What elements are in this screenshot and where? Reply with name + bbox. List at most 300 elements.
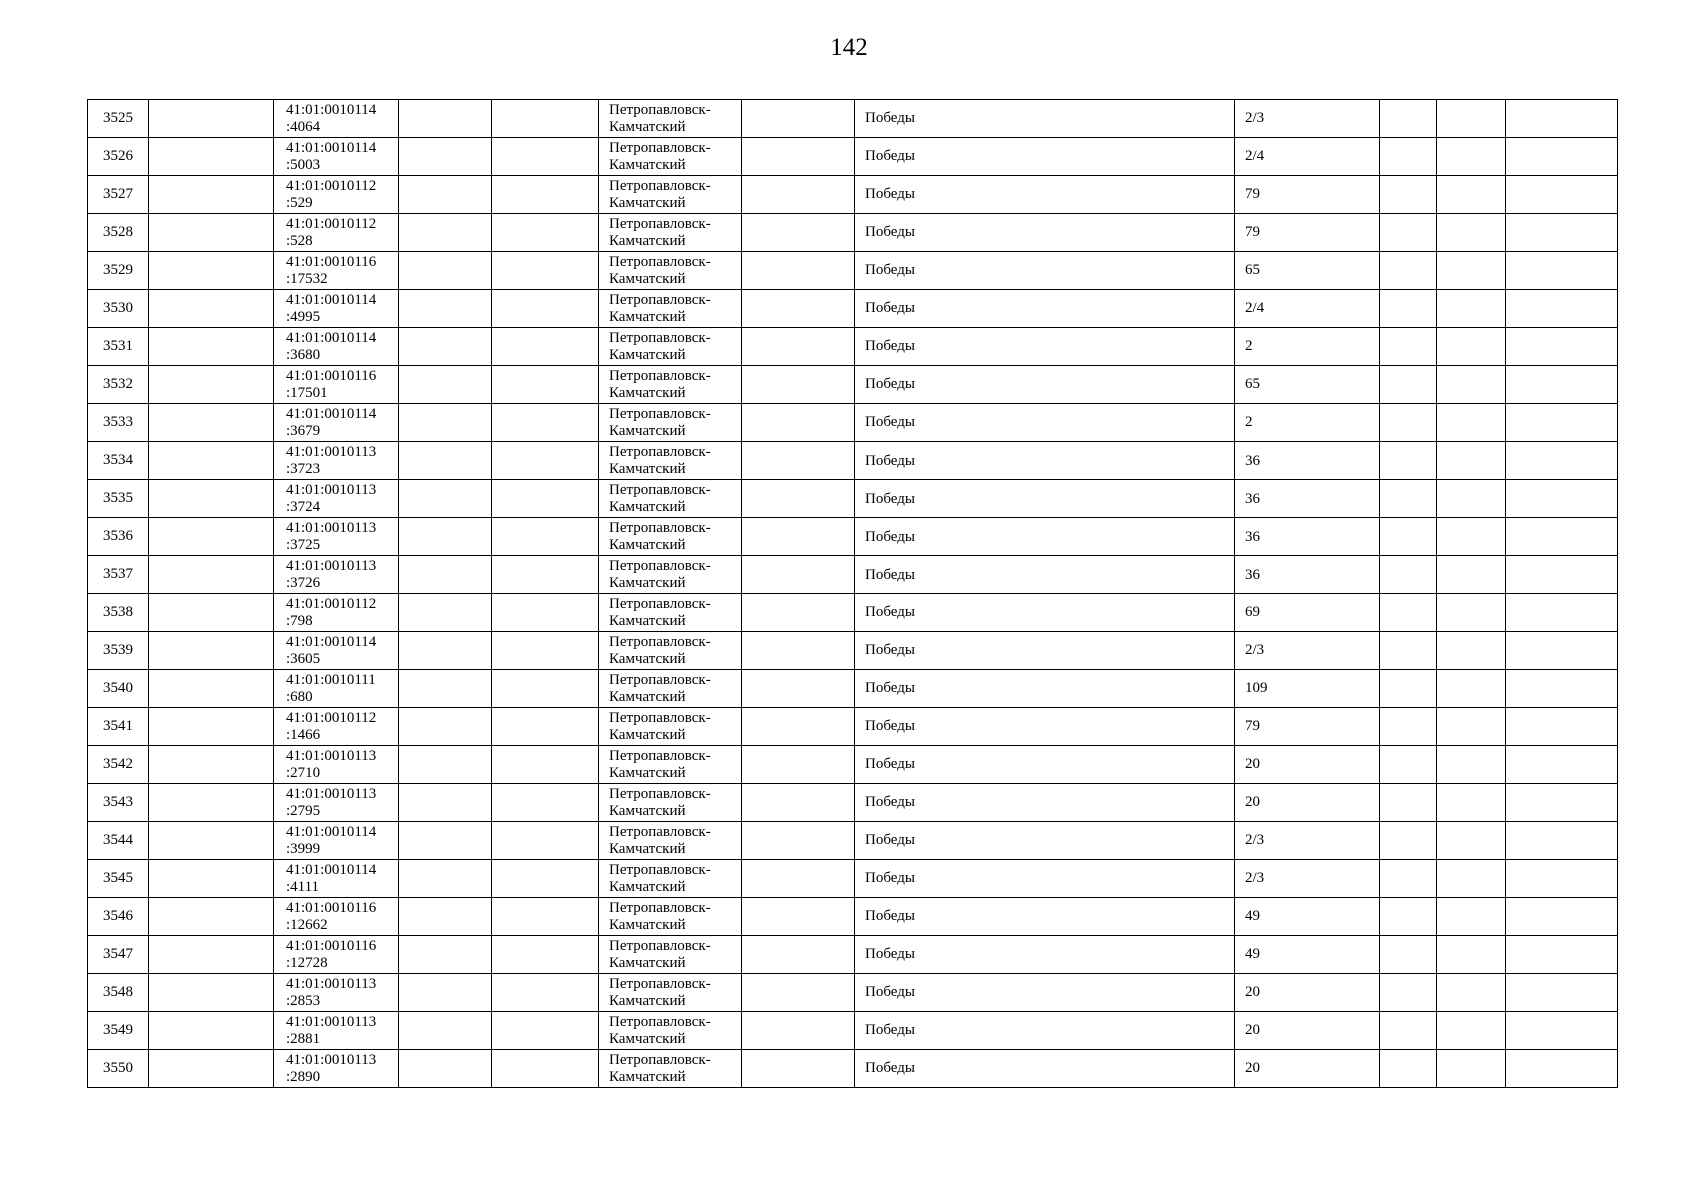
street-name: Победы	[865, 529, 915, 545]
empty-cell	[399, 404, 492, 442]
empty-cell	[742, 176, 855, 214]
empty-cell	[399, 708, 492, 746]
cadastral-number-cell	[274, 176, 399, 214]
empty-cell	[1437, 1012, 1506, 1050]
empty-cell	[492, 708, 599, 746]
empty-cell	[1380, 328, 1437, 366]
house-cell	[1235, 746, 1380, 784]
table-row	[88, 556, 1618, 594]
street-name: Победы	[865, 832, 915, 848]
city-cell	[599, 746, 742, 784]
street-name: Победы	[865, 946, 915, 962]
row-number-cell	[88, 176, 149, 214]
cadastral-number-line1: 41:01:0010112	[286, 177, 377, 194]
empty-cell	[1437, 594, 1506, 632]
empty-cell	[492, 898, 599, 936]
row-number: 3539	[103, 642, 133, 658]
city-line2: Камчатский	[609, 460, 686, 477]
cadastral-number-cell	[274, 366, 399, 404]
city-line2: Камчатский	[609, 1068, 686, 1085]
street-name: Победы	[865, 567, 915, 583]
house-cell	[1235, 1012, 1380, 1050]
city-line2: Камчатский	[609, 498, 686, 515]
street-cell	[855, 670, 1235, 708]
empty-cell	[742, 252, 855, 290]
empty-cell	[1437, 176, 1506, 214]
empty-cell	[492, 176, 599, 214]
house-number: 2/4	[1245, 148, 1265, 164]
house-cell	[1235, 898, 1380, 936]
empty-cell	[149, 936, 274, 974]
city-line2: Камчатский	[609, 270, 686, 287]
empty-cell	[492, 746, 599, 784]
table-row	[88, 822, 1618, 860]
cadastral-number-cell	[274, 138, 399, 176]
city-line2: Камчатский	[609, 954, 686, 971]
empty-cell	[1506, 708, 1618, 746]
city-line2: Камчатский	[609, 232, 686, 249]
street-name: Победы	[865, 110, 915, 126]
cadastral-number-line2: :5003	[286, 156, 321, 173]
house-cell	[1235, 974, 1380, 1012]
empty-cell	[492, 784, 599, 822]
city-cell	[599, 138, 742, 176]
table-row	[88, 974, 1618, 1012]
cadastral-number-line2: :3605	[286, 650, 321, 667]
row-number-cell	[88, 328, 149, 366]
empty-cell	[492, 442, 599, 480]
empty-cell	[1437, 1050, 1506, 1088]
house-cell	[1235, 518, 1380, 556]
empty-cell	[742, 784, 855, 822]
empty-cell	[149, 1050, 274, 1088]
city-cell	[599, 366, 742, 404]
house-cell	[1235, 100, 1380, 138]
city-line1: Петропавловск-	[609, 329, 711, 346]
cadastral-number-cell	[274, 442, 399, 480]
empty-cell	[149, 138, 274, 176]
empty-cell	[399, 214, 492, 252]
cadastral-number-line1: 41:01:0010116	[286, 937, 377, 954]
city-line1: Петропавловск-	[609, 101, 711, 118]
empty-cell	[1506, 480, 1618, 518]
street-name: Победы	[865, 338, 915, 354]
city-line1: Петропавловск-	[609, 557, 711, 574]
empty-cell	[1506, 214, 1618, 252]
row-number-cell	[88, 100, 149, 138]
cadastral-number-cell	[274, 252, 399, 290]
city-cell	[599, 936, 742, 974]
cadastral-number-line1: 41:01:0010113	[286, 1013, 377, 1030]
city-line1: Петропавловск-	[609, 443, 711, 460]
city-line1: Петропавловск-	[609, 291, 711, 308]
street-cell	[855, 974, 1235, 1012]
empty-cell	[1380, 290, 1437, 328]
empty-cell	[1380, 746, 1437, 784]
house-cell	[1235, 214, 1380, 252]
row-number-cell	[88, 898, 149, 936]
cadastral-number-line2: :3999	[286, 840, 321, 857]
empty-cell	[1380, 214, 1437, 252]
street-cell	[855, 138, 1235, 176]
empty-cell	[149, 290, 274, 328]
cadastral-number-cell	[274, 822, 399, 860]
empty-cell	[1506, 100, 1618, 138]
empty-cell	[492, 632, 599, 670]
house-number: 20	[1245, 1022, 1260, 1038]
empty-cell	[1437, 252, 1506, 290]
empty-cell	[1380, 670, 1437, 708]
city-line2: Камчатский	[609, 688, 686, 705]
table-row	[88, 632, 1618, 670]
house-number: 36	[1245, 567, 1260, 583]
empty-cell	[1380, 860, 1437, 898]
empty-cell	[742, 860, 855, 898]
row-number-cell	[88, 936, 149, 974]
cadastral-number-line2: :680	[286, 688, 313, 705]
house-cell	[1235, 328, 1380, 366]
city-line2: Камчатский	[609, 118, 686, 135]
street-name: Победы	[865, 186, 915, 202]
house-number: 79	[1245, 718, 1260, 734]
cadastral-number-line2: :12662	[286, 916, 328, 933]
empty-cell	[1506, 252, 1618, 290]
city-line2: Камчатский	[609, 422, 686, 439]
cadastral-number-line2: :2710	[286, 764, 321, 781]
house-number: 65	[1245, 262, 1260, 278]
street-cell	[855, 480, 1235, 518]
house-cell	[1235, 594, 1380, 632]
row-number: 3525	[103, 110, 133, 126]
table-row	[88, 290, 1618, 328]
empty-cell	[1437, 822, 1506, 860]
empty-cell	[1437, 442, 1506, 480]
cadastral-number-line2: :3726	[286, 574, 321, 591]
street-name: Победы	[865, 756, 915, 772]
city-line1: Петропавловск-	[609, 481, 711, 498]
street-name: Победы	[865, 1060, 915, 1076]
city-line2: Камчатский	[609, 536, 686, 553]
street-name: Победы	[865, 453, 915, 469]
house-number: 65	[1245, 376, 1260, 392]
table-row	[88, 366, 1618, 404]
empty-cell	[742, 100, 855, 138]
city-line2: Камчатский	[609, 878, 686, 895]
empty-cell	[492, 328, 599, 366]
house-cell	[1235, 176, 1380, 214]
street-name: Победы	[865, 870, 915, 886]
street-cell	[855, 518, 1235, 556]
empty-cell	[1506, 594, 1618, 632]
city-line1: Петропавловск-	[609, 633, 711, 650]
empty-cell	[742, 746, 855, 784]
city-cell	[599, 214, 742, 252]
street-name: Победы	[865, 300, 915, 316]
empty-cell	[149, 480, 274, 518]
table-row	[88, 480, 1618, 518]
street-name: Победы	[865, 680, 915, 696]
empty-cell	[1437, 898, 1506, 936]
row-number-cell	[88, 670, 149, 708]
street-cell	[855, 100, 1235, 138]
house-number: 79	[1245, 224, 1260, 240]
street-name: Победы	[865, 491, 915, 507]
cadastral-number-line1: 41:01:0010114	[286, 405, 377, 422]
cadastral-number-line2: :1466	[286, 726, 321, 743]
row-number-cell	[88, 556, 149, 594]
house-cell	[1235, 784, 1380, 822]
empty-cell	[1380, 822, 1437, 860]
row-number-cell	[88, 366, 149, 404]
street-cell	[855, 1050, 1235, 1088]
cadastral-number-line1: 41:01:0010114	[286, 861, 377, 878]
empty-cell	[399, 252, 492, 290]
empty-cell	[399, 822, 492, 860]
house-number: 2/3	[1245, 110, 1265, 126]
house-number: 20	[1245, 1060, 1260, 1076]
city-line1: Петропавловск-	[609, 519, 711, 536]
house-cell	[1235, 290, 1380, 328]
street-name: Победы	[865, 794, 915, 810]
city-cell	[599, 252, 742, 290]
empty-cell	[1380, 594, 1437, 632]
cadastral-number-cell	[274, 1050, 399, 1088]
city-line1: Петропавловск-	[609, 1051, 711, 1068]
cadastral-number-line2: :3679	[286, 422, 321, 439]
empty-cell	[492, 860, 599, 898]
row-number: 3531	[103, 338, 133, 354]
empty-cell	[399, 480, 492, 518]
row-number: 3533	[103, 414, 133, 430]
cadastral-number-cell	[274, 556, 399, 594]
table-row	[88, 746, 1618, 784]
cadastral-number-line2: :4064	[286, 118, 321, 135]
row-number: 3532	[103, 376, 133, 392]
city-cell	[599, 556, 742, 594]
empty-cell	[742, 708, 855, 746]
cadastral-number-line2: :798	[286, 612, 313, 629]
empty-cell	[492, 290, 599, 328]
row-number: 3548	[103, 984, 133, 1000]
house-number: 36	[1245, 529, 1260, 545]
table-row	[88, 1012, 1618, 1050]
city-cell	[599, 328, 742, 366]
city-line1: Петропавловск-	[609, 177, 711, 194]
row-number-cell	[88, 480, 149, 518]
house-cell	[1235, 480, 1380, 518]
street-name: Победы	[865, 224, 915, 240]
cadastral-number-line1: 41:01:0010114	[286, 633, 377, 650]
row-number: 3528	[103, 224, 133, 240]
city-line1: Петропавловск-	[609, 937, 711, 954]
house-cell	[1235, 442, 1380, 480]
house-cell	[1235, 632, 1380, 670]
cadastral-number-line1: 41:01:0010112	[286, 215, 377, 232]
street-cell	[855, 252, 1235, 290]
street-cell	[855, 594, 1235, 632]
empty-cell	[399, 176, 492, 214]
empty-cell	[1437, 328, 1506, 366]
row-number-cell	[88, 708, 149, 746]
empty-cell	[149, 898, 274, 936]
empty-cell	[1437, 860, 1506, 898]
city-line2: Камчатский	[609, 612, 686, 629]
city-cell	[599, 176, 742, 214]
cadastral-number-line2: :2890	[286, 1068, 321, 1085]
empty-cell	[399, 138, 492, 176]
empty-cell	[399, 746, 492, 784]
empty-cell	[742, 480, 855, 518]
cadastral-number-line2: :3725	[286, 536, 321, 553]
empty-cell	[1380, 100, 1437, 138]
row-number-cell	[88, 746, 149, 784]
empty-cell	[149, 252, 274, 290]
empty-cell	[149, 708, 274, 746]
empty-cell	[1437, 214, 1506, 252]
page-number: 142	[830, 34, 868, 61]
empty-cell	[1506, 784, 1618, 822]
house-number: 2	[1245, 414, 1253, 430]
street-name: Победы	[865, 908, 915, 924]
row-number-cell	[88, 518, 149, 556]
cadastral-number-line2: :4995	[286, 308, 321, 325]
city-cell	[599, 632, 742, 670]
empty-cell	[492, 1050, 599, 1088]
city-line2: Камчатский	[609, 574, 686, 591]
city-cell	[599, 898, 742, 936]
empty-cell	[399, 632, 492, 670]
city-line1: Петропавловск-	[609, 861, 711, 878]
cadastral-number-cell	[274, 784, 399, 822]
cadastral-number-line2: :2795	[286, 802, 321, 819]
table-row	[88, 860, 1618, 898]
cadastral-number-line1: 41:01:0010113	[286, 443, 377, 460]
house-cell	[1235, 860, 1380, 898]
cadastral-number-line1: 41:01:0010112	[286, 709, 377, 726]
city-line2: Камчатский	[609, 726, 686, 743]
empty-cell	[1437, 556, 1506, 594]
city-cell	[599, 822, 742, 860]
empty-cell	[1437, 100, 1506, 138]
empty-cell	[1506, 138, 1618, 176]
empty-cell	[492, 404, 599, 442]
cadastral-number-line1: 41:01:0010114	[286, 139, 377, 156]
city-line1: Петропавловск-	[609, 595, 711, 612]
empty-cell	[742, 594, 855, 632]
cadastral-number-line1: 41:01:0010116	[286, 253, 377, 270]
empty-cell	[492, 138, 599, 176]
street-name: Победы	[865, 148, 915, 164]
cadastral-number-line2: :3680	[286, 346, 321, 363]
street-cell	[855, 328, 1235, 366]
table-row	[88, 518, 1618, 556]
street-name: Победы	[865, 376, 915, 392]
row-number: 3537	[103, 566, 133, 582]
house-cell	[1235, 404, 1380, 442]
empty-cell	[1437, 404, 1506, 442]
cadastral-number-line2: :2853	[286, 992, 321, 1009]
city-line1: Петропавловск-	[609, 253, 711, 270]
empty-cell	[149, 404, 274, 442]
cadastral-number-cell	[274, 670, 399, 708]
empty-cell	[1380, 404, 1437, 442]
cadastral-number-line1: 41:01:0010113	[286, 519, 377, 536]
cadastral-number-cell	[274, 860, 399, 898]
cadastral-number-line2: :3724	[286, 498, 321, 515]
empty-cell	[149, 860, 274, 898]
city-line1: Петропавловск-	[609, 1013, 711, 1030]
empty-cell	[1437, 366, 1506, 404]
empty-cell	[742, 632, 855, 670]
empty-cell	[1506, 974, 1618, 1012]
empty-cell	[742, 442, 855, 480]
row-number: 3529	[103, 262, 133, 278]
row-number: 3526	[103, 148, 133, 164]
empty-cell	[1506, 822, 1618, 860]
street-name: Победы	[865, 1022, 915, 1038]
table-row	[88, 328, 1618, 366]
empty-cell	[399, 898, 492, 936]
cadastral-number-cell	[274, 214, 399, 252]
empty-cell	[1437, 518, 1506, 556]
city-line1: Петропавловск-	[609, 899, 711, 916]
empty-cell	[399, 290, 492, 328]
row-number: 3535	[103, 490, 133, 506]
row-number-cell	[88, 822, 149, 860]
row-number: 3530	[103, 300, 133, 316]
city-line2: Камчатский	[609, 308, 686, 325]
empty-cell	[1506, 670, 1618, 708]
empty-cell	[1506, 746, 1618, 784]
city-cell	[599, 1012, 742, 1050]
street-cell	[855, 176, 1235, 214]
empty-cell	[742, 822, 855, 860]
empty-cell	[1506, 290, 1618, 328]
street-name: Победы	[865, 718, 915, 734]
empty-cell	[399, 936, 492, 974]
row-number: 3541	[103, 718, 133, 734]
empty-cell	[149, 594, 274, 632]
row-number: 3544	[103, 832, 133, 848]
house-cell	[1235, 556, 1380, 594]
empty-cell	[1437, 708, 1506, 746]
street-cell	[855, 442, 1235, 480]
cadastral-number-line1: 41:01:0010113	[286, 1051, 377, 1068]
empty-cell	[149, 442, 274, 480]
cadastral-number-cell	[274, 632, 399, 670]
empty-cell	[742, 1012, 855, 1050]
city-line2: Камчатский	[609, 764, 686, 781]
city-line1: Петропавловск-	[609, 215, 711, 232]
cadastral-number-line1: 41:01:0010114	[286, 823, 377, 840]
empty-cell	[149, 822, 274, 860]
empty-cell	[492, 974, 599, 1012]
city-cell	[599, 1050, 742, 1088]
empty-cell	[149, 784, 274, 822]
table-row	[88, 252, 1618, 290]
empty-cell	[399, 328, 492, 366]
empty-cell	[1506, 176, 1618, 214]
empty-cell	[149, 670, 274, 708]
city-line2: Камчатский	[609, 194, 686, 211]
city-cell	[599, 784, 742, 822]
cadastral-number-line1: 41:01:0010113	[286, 975, 377, 992]
empty-cell	[742, 974, 855, 1012]
empty-cell	[1437, 784, 1506, 822]
cadastral-number-cell	[274, 898, 399, 936]
cadastral-number-line2: :17501	[286, 384, 328, 401]
row-number-cell	[88, 784, 149, 822]
